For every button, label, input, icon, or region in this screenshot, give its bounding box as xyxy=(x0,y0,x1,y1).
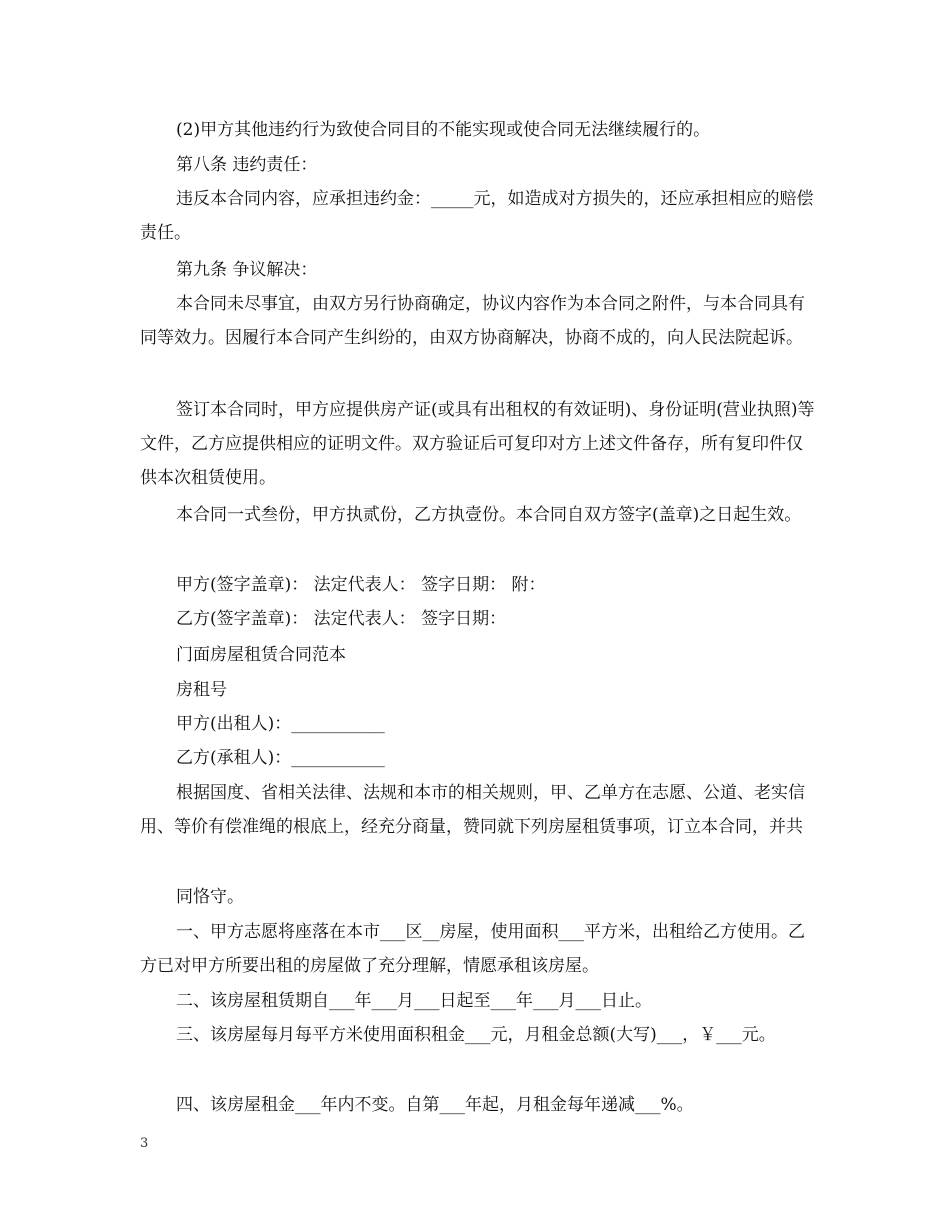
paragraph-breach-clause-2: (2)甲方其他违约行为致使合同目的不能实现或使合同无法继续履行的。 xyxy=(176,120,711,140)
paragraph-dispute-resolution: 本合同未尽事宜，由双方另行协商确定，协议内容作为本合同之附件，与本合同具有同等效力。因履行本合同产生纠纷的，由双方协商解决，协商不成的，向人民法院起诉。 xyxy=(140,294,805,348)
paragraph-preamble: 根据国度、省相关法律、法规和本市的相关规则，甲、乙单方在志愿、公道、老实信用、等价有偿准绳的根底上，经充分商量，赞同就下列房屋租赁事项，订立本合同，并共 xyxy=(140,783,805,837)
clause-4-rent-adjustment: 四、该房屋租金___年内不变。自第___年起，月租金每年递减___%。 xyxy=(176,1095,694,1115)
heading-article-9: 第九条 争议解决： xyxy=(176,260,318,280)
signature-line-party-a: 甲方(签字盖章)： 法定代表人： 签字日期： 附： xyxy=(176,575,546,595)
signature-line-party-b: 乙方(签字盖章)： 法定代表人： 签字日期： xyxy=(176,609,507,629)
rent-number: 房租号 xyxy=(176,680,227,700)
paragraph-penalty: 违反本合同内容，应承担违约金：_____元，如造成对方损失的，还应承担相应的赔偿责任。 xyxy=(140,189,814,243)
party-a-lessor: 甲方(出租人)：___________ xyxy=(176,714,385,734)
clause-3-rent: 三、该房屋每月每平方米使用面积租金___元，月租金总额(大写)___，￥___元。 xyxy=(176,1025,776,1045)
page-number: 3 xyxy=(140,1136,149,1151)
party-b-lessee: 乙方(承租人)：___________ xyxy=(176,748,385,768)
contract-title: 门面房屋租赁合同范本 xyxy=(176,645,346,665)
clause-1-premises: 一、甲方志愿将座落在本市___区__房屋，使用面积___平方米，出租给乙方使用。乙方已对甲方所要出租的房屋做了充分理解，情愿承租该房屋。 xyxy=(140,922,805,976)
paragraph-preamble-end: 同恪守。 xyxy=(176,887,244,907)
heading-article-8: 第八条 违约责任： xyxy=(176,155,318,175)
paragraph-documents: 签订本合同时，甲方应提供房产证(或具有出租权的有效证明)、身份证明(营业执照)等文件，乙方应提供相应的证明文件。双方验证后可复印对方上述文件备存，所有复印件仅供本次租赁使用。 xyxy=(140,400,815,488)
paragraph-copies: 本合同一式叁份，甲方执贰份，乙方执壹份。本合同自双方签字(盖章)之日起生效。 xyxy=(176,505,802,525)
clause-2-term: 二、该房屋租赁期自___年___月___日起至___年___月___日止。 xyxy=(176,991,652,1011)
